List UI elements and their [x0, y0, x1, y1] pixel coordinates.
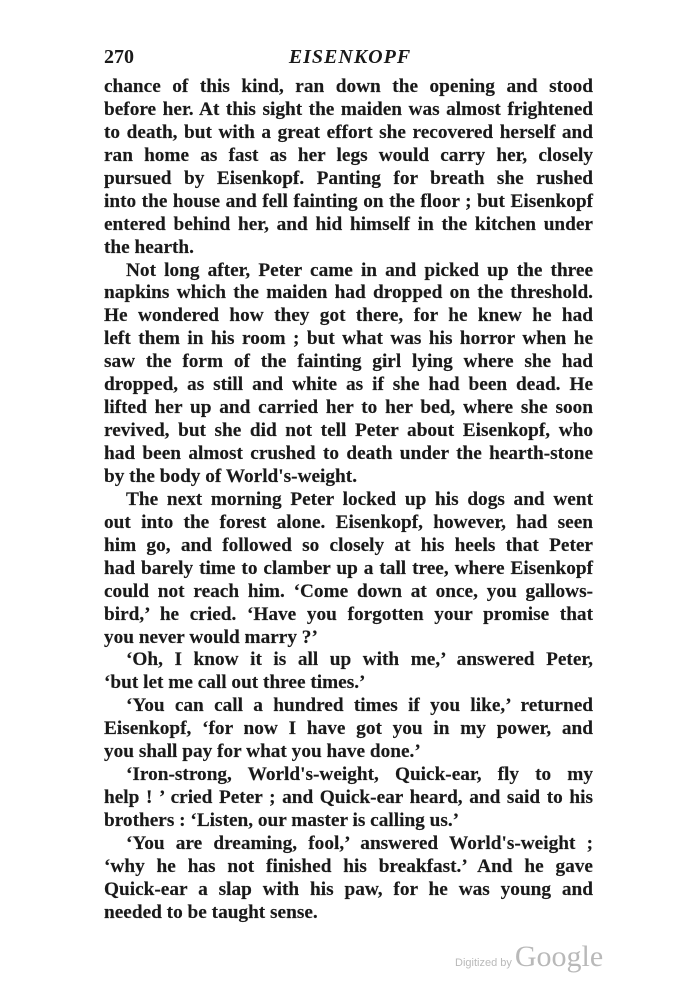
text-line: The next morning Peter locked up his dogs and went	[126, 488, 593, 510]
text-line: lifted her up and carried her to her bed, where she soon	[104, 397, 593, 419]
text-line: out into the forest alone. Eisenkopf, however, had seen	[104, 511, 593, 533]
text-line: ‘Iron-strong, World's-weight, Quick-ear, fly to my	[126, 764, 593, 786]
paragraph	[104, 695, 593, 764]
text-line: ran home as fast as her legs would carry her, closely	[104, 144, 593, 166]
text-line: help ! ’ cried Peter ; and Quick-ear heard, and said to his	[104, 787, 593, 809]
body-text	[104, 76, 593, 925]
text-line: entered behind her, and hid himself in the kitchen under	[104, 213, 593, 235]
text-line: Quick-ear a slap with his paw, for he was young and	[104, 878, 593, 900]
paragraph	[104, 649, 593, 695]
watermark-brand: Google	[514, 940, 604, 973]
text-line: before her. At this sight the maiden was almost frightened	[104, 98, 593, 120]
text-line: brothers : ‘Listen, our master is calling us.’	[104, 810, 460, 831]
text-line: had been almost crushed to death under the hearth-stone	[104, 443, 593, 464]
text-line: He wondered how they got there, for he knew he had	[104, 305, 593, 327]
text-line: chance of this kind, ran down the opening and stood	[104, 76, 593, 97]
paragraph	[104, 764, 593, 833]
text-line: bird,’ he cried. ‘Have you forgotten your promise that	[104, 603, 593, 625]
page-number: 270	[104, 46, 134, 68]
text-line: ‘why he has not finished his breakfast.’ And he gave	[104, 855, 593, 877]
text-line: ‘but let me call out three times.’	[104, 672, 366, 694]
text-line: left them in his room ; but what was his horror when he	[104, 328, 593, 350]
text-line: dropped, as still and white as if she had been dead. He	[104, 374, 593, 396]
text-line: could not reach him. ‘Come down at once, you gallows-	[104, 580, 593, 602]
text-line: into the house and fell fainting on the floor ; but Eisenkopf	[104, 190, 593, 212]
digitized-by-google-watermark	[455, 940, 603, 974]
paragraph	[104, 76, 593, 260]
text-line: needed to be taught sense.	[104, 901, 318, 923]
text-line: ‘Oh, I know it is all up with me,’ answered Peter,	[126, 649, 593, 671]
watermark-prefix: Digitized by	[455, 957, 512, 969]
text-line: revived, but she did not tell Peter about Eisenkopf, who	[104, 420, 593, 442]
text-line: pursued by Eisenkopf. Panting for breath she rushed	[104, 167, 593, 189]
text-line: to death, but with a great effort she recovered herself and	[104, 121, 593, 143]
text-line: you never would marry ?’	[104, 626, 318, 648]
text-line: Eisenkopf, ‘for now I have got you in my power, and	[104, 718, 593, 740]
text-line: him go, and followed so closely at his heels that Peter	[104, 534, 593, 556]
paragraph	[104, 489, 593, 650]
text-line: ‘You can call a hundred times if you like,’ returned	[126, 695, 593, 717]
text-line: by the body of World's-weight.	[104, 465, 358, 487]
paragraph	[104, 833, 593, 925]
text-line: Not long after, Peter came in and picked up the three	[126, 259, 593, 281]
text-line: ‘You are dreaming, fool,’ answered World's-weight ;	[126, 832, 593, 854]
text-line: the hearth.	[104, 236, 194, 258]
text-line: napkins which the maiden had dropped on the threshold.	[104, 282, 593, 304]
text-line: saw the form of the fainting girl lying where she had	[104, 351, 593, 373]
paragraph	[104, 260, 593, 489]
text-line: had barely time to clamber up a tall tree, where Eisenkopf	[104, 557, 593, 579]
text-line: you shall pay for what you have done.’	[104, 741, 421, 763]
running-title: EISENKOPF	[288, 46, 412, 68]
